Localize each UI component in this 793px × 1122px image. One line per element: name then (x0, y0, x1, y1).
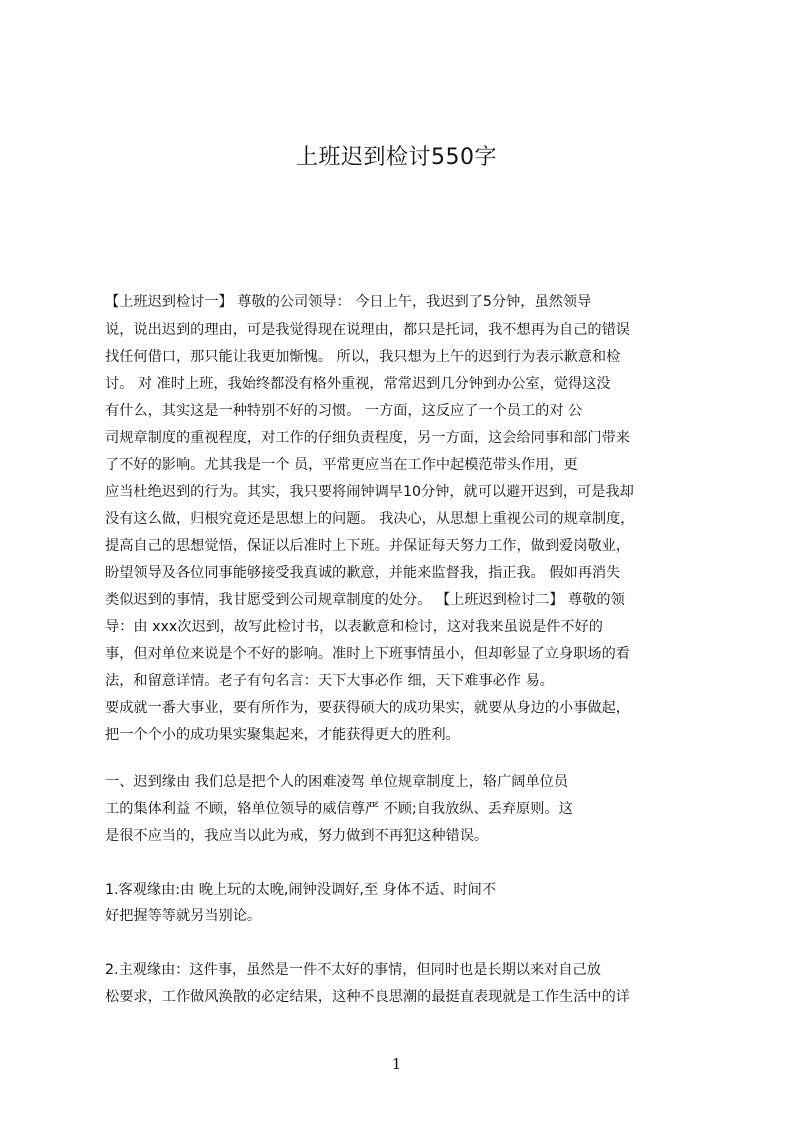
body-line: 松要求，工作做风涣散的必定结果，这种不良思潮的最挺直表现就是工作生活中的详 (105, 989, 630, 1005)
body-line: 事，但对单位来说是个不好的影响。准时上下班事情虽小，但却彰显了立身职场的看 (105, 646, 630, 662)
body-line: 1.客观缘由:由 晚上玩的太晚,闹钟没调好,至 身体不适、时间不 (105, 882, 497, 898)
body-line: 司规章制度的重视程度，对工作的仔细负责程度，另一方面，这会给同事和部门带来 (105, 430, 630, 446)
body-line: 没有这么做，归根究竟还是思想上的问题。 我决心，从思想上重视公司的规章制度， (105, 511, 635, 527)
document-title: 上班迟到检讨550字 (296, 145, 497, 170)
body-line: 把一个个小的成功果实聚集起来，才能获得更大的胜利。 (105, 727, 460, 743)
body-line: 找任何借口，那只能让我更加惭愧。 所以，我只想为上午的迟到行为表示歉意和检 (105, 349, 621, 365)
body-line: 法，和留意详情。老子有句名言：天下大事必作 细，天下难事必作 易。 (105, 673, 554, 689)
page-number: 1 (391, 1055, 402, 1073)
body-line: 盼望领导及各位同事能够接受我真诚的歉意，并能来监督我，指正我。 假如再消失 (105, 565, 621, 581)
body-line: 2.主观缘由：这件事，虽然是一件不太好的事情，但同时也是长期以来对自己放 (105, 962, 601, 978)
body-line: 好把握等等就另当别论。 (105, 908, 262, 924)
body-line: 要成就一番大事业，要有所作为，要获得硕大的成功果实，就要从身边的小事做起， (105, 700, 630, 716)
body-line: 是很不应当的，我应当以此为戒，努力做到不再犯这种错误。 (105, 828, 489, 844)
body-line: 了不好的影响。尤其我是一个 员，平常更应当在工作中起模范带头作用，更 (105, 457, 578, 473)
body-line: 工的集体利益 不顾，辂单位领导的威信尊严 不顾;自我放纵、丢弃原则。这 (105, 801, 573, 817)
body-line: 【上班迟到检讨一】 尊敬的公司领导： 今日上午，我迟到了5分钟，虽然领导 (105, 294, 592, 310)
body-line: 导：由 xxx次迟到，故写此检讨书，以表歉意和检讨，这对我来虽说是件不好的 (105, 619, 603, 635)
body-line: 类似迟到的事情，我甘愿受到公司规章制度的处分。 【上班迟到检讨二】 尊敬的领 (105, 592, 625, 608)
body-line: 提高自己的思想觉悟，保证以后准时上下班。并保证每天努力工作，做到爱岗敬业， (105, 538, 630, 554)
body-line: 说，说出迟到的理由，可是我觉得现在说理由，都只是托词，我不想再为自己的错误 (105, 322, 630, 338)
body-line: 有什么，其实这是一种特别不好的习惯。 一方面，这反应了一个员工的对 公 (105, 403, 583, 419)
body-line: 一、迟到缘由 我们总是把个人的困难凌驾 单位规章制度上，辂广阔单位员 (105, 774, 569, 790)
body-line: 讨。 对 准时上班，我始终都没有格外重视，常常迟到几分钟到办公室，觉得这没 (105, 376, 611, 392)
body-line: 应当杜绝迟到的行为。其实，我只要将闹钟调早10分钟，就可以避开迟到，可是我却 (105, 484, 634, 500)
